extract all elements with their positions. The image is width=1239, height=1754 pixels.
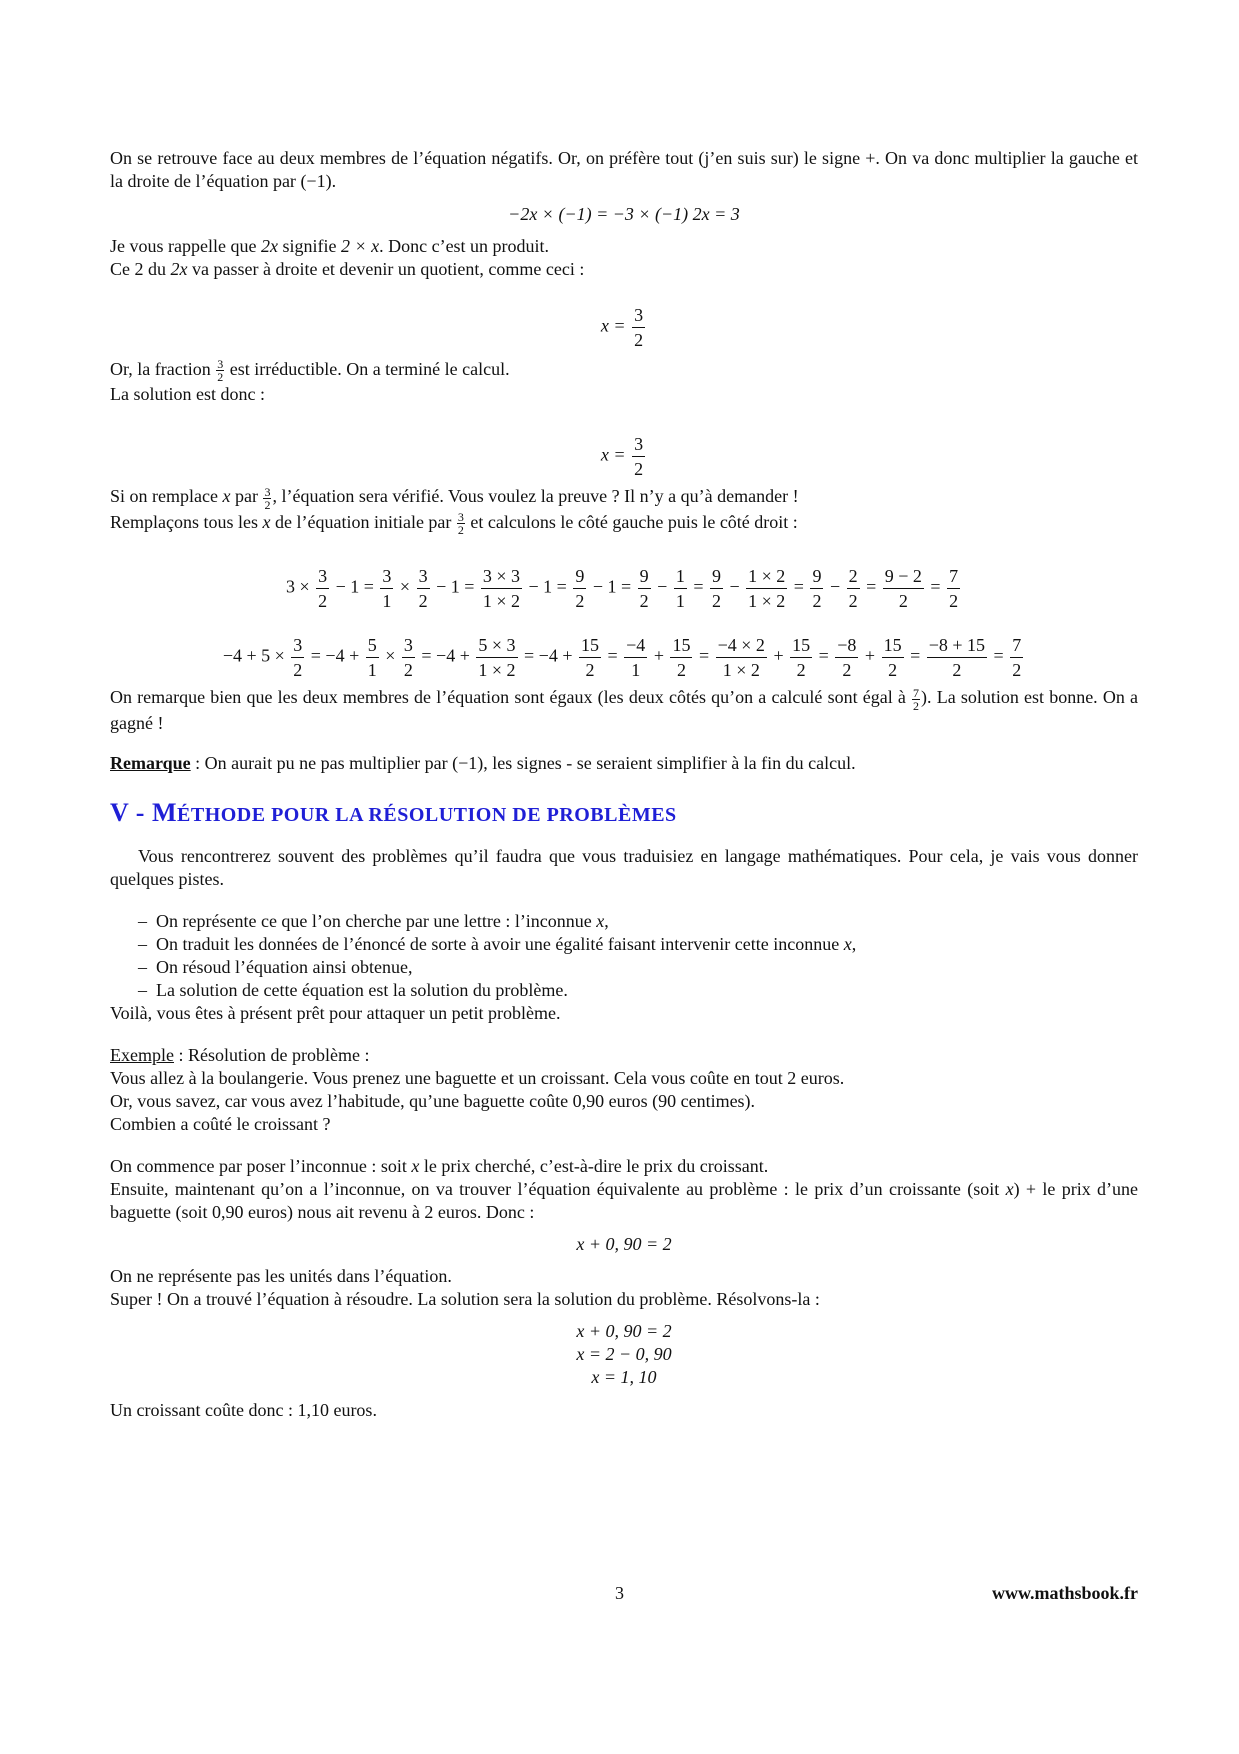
text: , les signes - se seraient simplifier à la fin du calcul.	[483, 752, 856, 773]
example-label: Exemple	[110, 1044, 174, 1065]
page-number: 3	[615, 1583, 624, 1603]
equation-solution	[110, 432, 1138, 481]
equation-step: x = 2 − 0, 90	[576, 1343, 672, 1364]
paragraph-quotient	[110, 258, 1138, 281]
inline-fraction: $\frac{7}{2}$	[913, 685, 920, 713]
paragraph-unknown: On commence par poser l’inconnue : soit x le prix cherché, c’est-à-dire le prix du croissant.	[110, 1155, 769, 1176]
remark	[110, 752, 1138, 775]
inline-fraction: $\frac{3}{2}$	[457, 510, 464, 538]
text: Ce 2 du	[110, 259, 166, 279]
remark-label: Remarque	[110, 752, 191, 773]
equation: −2x × (−1) = −3 × (−1) 2x = 3	[508, 204, 740, 224]
fraction: $\frac{3}{2}$	[634, 305, 644, 350]
text: . Donc c’est un produit.	[379, 236, 550, 256]
text: et calculons le côté gauche puis le côté droit :	[470, 511, 798, 532]
text: ). La solution est bonne. On a gagné !	[110, 687, 1138, 733]
paragraph-equal-members	[110, 686, 1138, 734]
equation-x-three-halves	[110, 303, 1138, 352]
text: Or, la fraction	[110, 359, 211, 379]
heading-prefix: V - M	[110, 797, 178, 827]
paragraph-solve: Super ! On a trouvé l’équation à résoudre. La solution sera la solution du problème. Résolvons-la :	[110, 1288, 820, 1309]
math: x	[222, 486, 231, 507]
text: Je vous rappelle que	[110, 236, 257, 256]
paragraph-product	[110, 235, 1138, 258]
inline-fraction: $\frac{3}{2}$	[217, 357, 224, 385]
math: 2x	[260, 236, 278, 256]
calculation-left-side: 3 × $\frac{3}{2}$ − 1 = $\frac{3}{1}$ × $\frac{3}{2}$ − 1 = $\frac{3 \times 3}{1 \times 2}$ − 1 = $\frac{9}{2}$ − 1 = $\frac{9}{2}$ − $\frac{1}{1}$ = $\frac{9}{2}$ − $\frac{1 \times 2}{1 \times 2}$ = $\frac{9}{2}$ − $\frac{2}{2}$ = $\frac{9 - 2}{2}$ = $\frac{7}{2}$	[285, 566, 959, 612]
text: La solution est donc :	[110, 384, 265, 405]
math: 2x	[170, 259, 188, 279]
inline-fraction: $\frac{3}{2}$	[264, 484, 271, 512]
example-heading	[110, 1044, 1138, 1067]
site-url[interactable]: www.mathsbook.fr	[991, 1583, 1138, 1603]
text: . On va donc multiplier la gauche et la droite de l’équation par	[110, 148, 1138, 191]
paragraph-replace	[110, 511, 1138, 536]
example-line: Or, vous savez, car vous avez l’habitude, qu’une baguette coûte 0,90 euros (90 centimes).	[110, 1090, 756, 1111]
minus-one: (−1).	[300, 171, 337, 191]
math: 2 × x	[340, 236, 380, 256]
section-heading	[110, 797, 1138, 831]
text: Si on remplace	[110, 486, 218, 507]
list-item: – On résoud l’équation ainsi obtenue,	[138, 956, 1138, 979]
paragraph-voila: Voilà, vous êtes à présent prêt pour attaquer un petit problème.	[110, 1002, 561, 1023]
paragraph-units: On ne représente pas les unités dans l’équation.	[110, 1265, 452, 1286]
equation-multiply	[110, 203, 1138, 226]
example-line: Combien a coûté le croissant ?	[110, 1113, 331, 1134]
fraction: $\frac{3}{2}$	[634, 434, 644, 480]
example-line: Vous allez à la boulangerie. Vous prenez une baguette et un croissant. Cela vous coûte en tout 2 euros.	[110, 1067, 845, 1088]
paragraph-equivalent: Ensuite, maintenant qu’on a l’inconnue, on va trouver l’équation équivalente au problème : le prix d’un croissante (soit x) + le prix d’une baguette (soit 0,90 euros) nous ait revenu à 2 euros. Donc :	[110, 1178, 1139, 1222]
list-item: – On représente ce que l’on cherche par une lettre : l’inconnue x,	[138, 910, 1138, 933]
equation-steps	[110, 1320, 1138, 1389]
steps-list	[110, 910, 1138, 1002]
paragraph-irreducible	[110, 358, 1138, 383]
equation-problem: x + 0, 90 = 2	[576, 1233, 672, 1254]
text: de l’équation initiale par	[274, 511, 452, 532]
text: Remplaçons tous les	[110, 511, 258, 532]
intro-paragraph: Vous rencontrerez souvent des problèmes qu’il faudra que vous traduisiez en langage mathématiques. Pour cela, je vais vous donner quelques pistes.	[110, 845, 1138, 889]
paragraph-solution	[110, 383, 1138, 406]
document-page	[110, 148, 1139, 1422]
list-item: – La solution de cette équation est la solution du problème.	[138, 979, 1138, 1002]
list-item: – On traduit les données de l’énoncé de sorte à avoir une égalité faisant intervenir cette inconnue x,	[138, 933, 1138, 956]
text: par	[234, 486, 258, 507]
math: x =	[600, 315, 626, 336]
calculation-right-side: −4 + 5 × $\frac{3}{2}$ = −4 + $\frac{5}{1}$ × $\frac{3}{2}$ = −4 + $\frac{5 \times 3}{1 \times 2}$ = −4 + $\frac{15}{2}$ = $\frac{-4}{1}$ + $\frac{15}{2}$ = $\frac{-4 \times 2}{1 \times 2}$ + $\frac{15}{2}$ = $\frac{-8}{2}$ + $\frac{15}{2}$ = $\frac{-8 + 15}{2}$ = $\frac{7}{2}$	[222, 635, 1022, 681]
paragraph-verify	[110, 485, 1138, 510]
text: : On aurait pu ne pas multiplier par	[195, 752, 448, 773]
math: (−1)	[452, 752, 484, 773]
text: On se retrouve face au deux membres de l’équation négatifs. Or, on préfère tout (j’en suis sur) le signe	[110, 148, 861, 168]
plus-sign: +	[865, 148, 876, 168]
text: signifie	[282, 236, 337, 256]
text: est irréductible. On a terminé le calcul.	[229, 359, 510, 379]
conclusion: Un croissant coûte donc : 1,10 euros.	[110, 1399, 377, 1420]
equation-step: x = 1, 10	[591, 1366, 657, 1387]
text: On remarque bien que les deux membres de l’équation sont égaux (les deux côtés qu’on a calculé sont égal à	[110, 687, 906, 708]
math: x	[262, 511, 271, 532]
math: x =	[600, 445, 626, 465]
text: va passer à droite et devenir un quotient, comme ceci :	[192, 259, 585, 279]
paragraph-negative-members	[110, 147, 1138, 193]
text: , l’équation sera vérifié. Vous voulez la preuve ? Il n’y a qu’à demander !	[272, 486, 799, 507]
equation-step: x + 0, 90 = 2	[576, 1320, 672, 1341]
heading-rest: ÉTHODE POUR LA RÉSOLUTION DE PROBLÈMES	[177, 803, 677, 826]
text: : Résolution de problème :	[178, 1044, 370, 1065]
